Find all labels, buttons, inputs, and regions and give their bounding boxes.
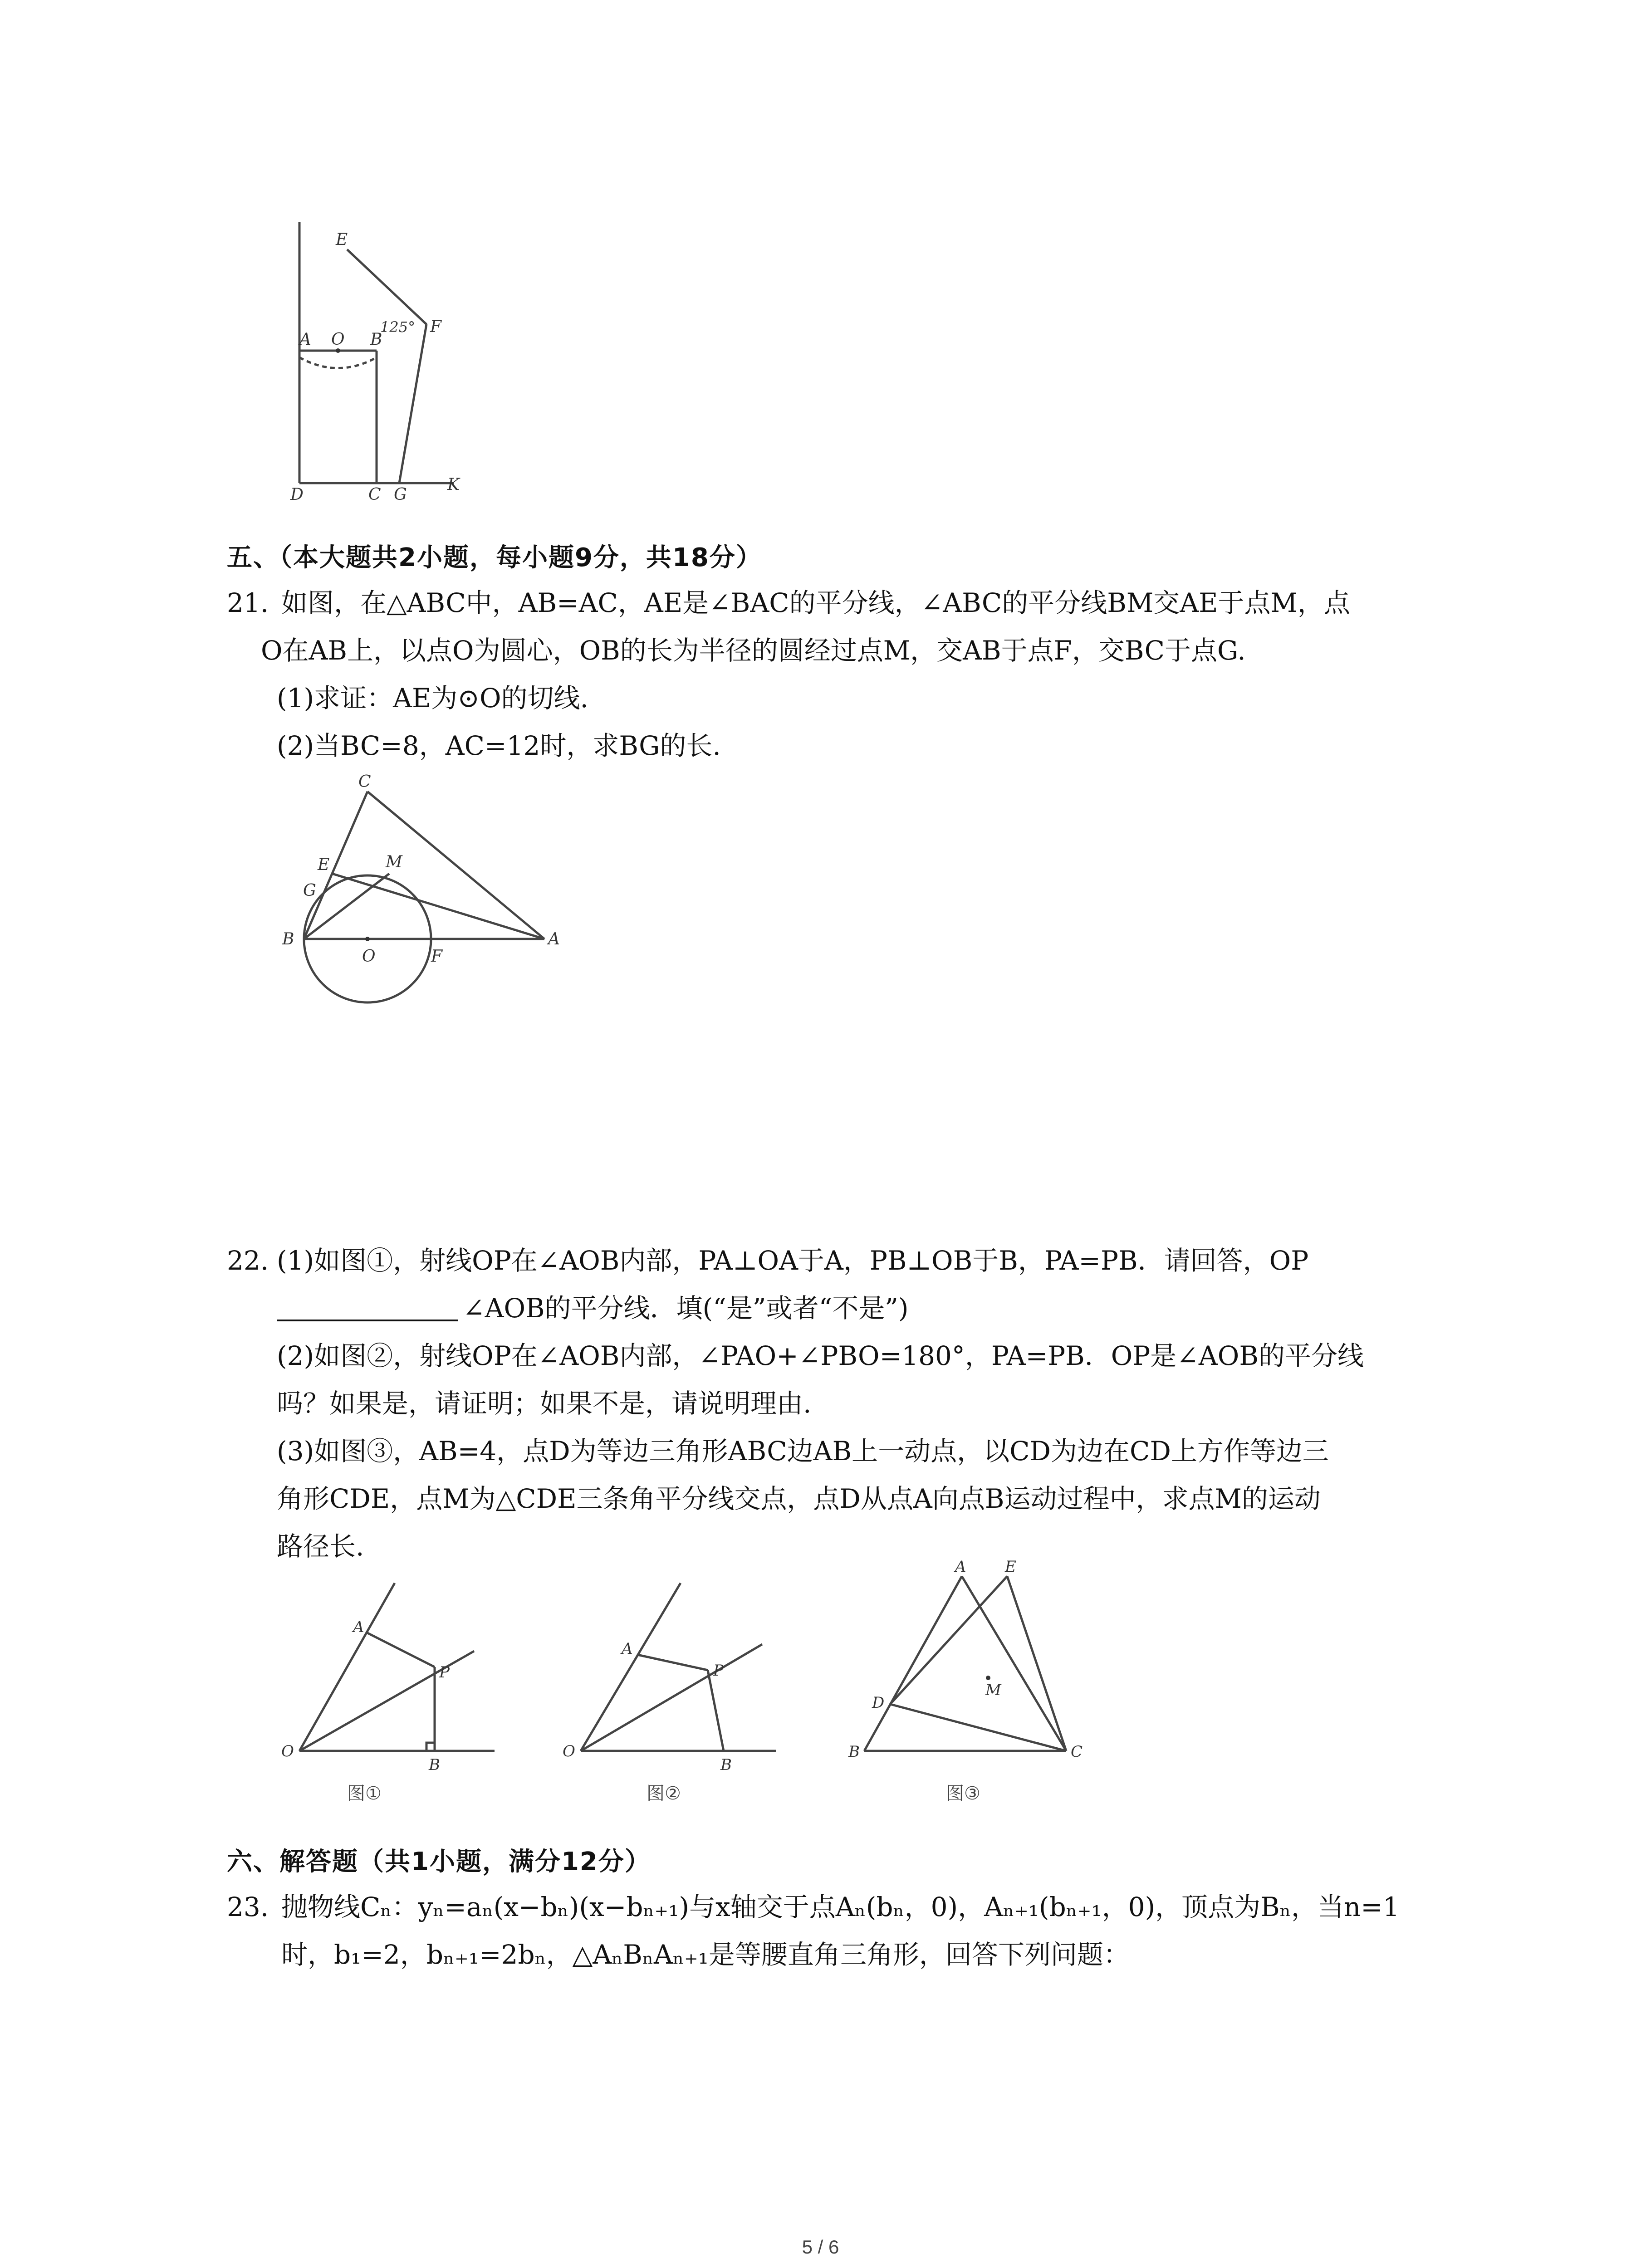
- q21-figure: [272, 767, 581, 1012]
- q22-line7: 路径长.: [277, 1531, 364, 1562]
- q22-line4: 吗？如果是，请证明；如果不是，请说明理由.: [277, 1388, 812, 1419]
- label-E: E: [336, 230, 348, 249]
- label-G: G: [394, 485, 407, 504]
- label-angle-125: 125°: [380, 318, 416, 336]
- q21-line1: 如图，在△ABC中，AB=AC，AE是∠BAC的平分线，∠ABC的平分线BM交AE于点M，点: [281, 587, 1350, 618]
- label-B: B: [370, 330, 382, 349]
- q23-number: 23.: [227, 1892, 269, 1922]
- q22-figure-3: [839, 1554, 1093, 1771]
- label-C: C: [368, 485, 381, 504]
- label-B: B: [720, 1756, 732, 1774]
- label-P: P: [713, 1662, 724, 1680]
- label-O: O: [281, 1742, 294, 1760]
- q22-figure-1-caption: 图①: [347, 1783, 382, 1804]
- q21-number: 21.: [227, 587, 269, 618]
- label-A: A: [299, 330, 311, 349]
- q21-line3: (1)求证：AE为⊙O的切线.: [277, 683, 588, 714]
- q22-line2: [277, 1293, 909, 1324]
- q22-number: 22.: [227, 1245, 269, 1276]
- q22-line3: (2)如图②，射线OP在∠AOB内部，∠PAO+∠PBO=180°，PA=PB．OP是∠AOB的平分线: [277, 1340, 1364, 1371]
- label-A: A: [548, 930, 560, 948]
- top-figure: [281, 213, 517, 503]
- label-A: A: [955, 1558, 966, 1576]
- label-D: D: [290, 485, 304, 504]
- q22-figure-2: [554, 1574, 789, 1774]
- label-O: O: [563, 1742, 575, 1760]
- q22-line5: (3)如图③，AB=4，点D为等边三角形ABC边AB上一动点，以CD为边在CD上方作等边三: [277, 1436, 1329, 1466]
- label-C: C: [358, 772, 371, 791]
- page-number: 5 / 6: [802, 2236, 839, 2258]
- label-E: E: [318, 855, 330, 874]
- label-G: G: [303, 881, 316, 900]
- label-B: B: [429, 1756, 440, 1774]
- label-O: O: [362, 947, 376, 966]
- label-O: O: [331, 330, 345, 349]
- q23-line2: 时，b₁=2，bₙ₊₁=2bₙ，△AₙBₙAₙ₊₁是等腰直角三角形，回答下列问题：: [281, 1939, 1130, 1970]
- label-D: D: [872, 1694, 885, 1712]
- q23-line1: 抛物线Cₙ：yₙ=aₙ(x−bₙ)(x−bₙ₊₁)与x轴交于点Aₙ(bₙ，0)，Aₙ₊₁(bₙ₊₁，0)，顶点为Bₙ，当n=1: [281, 1892, 1400, 1922]
- section6-heading: 六、解答题（共1小题，满分12分）: [227, 1847, 651, 1877]
- label-M: M: [386, 853, 402, 871]
- q22-figure-3-caption: 图③: [946, 1783, 980, 1804]
- label-F: F: [430, 318, 441, 336]
- label-M: M: [985, 1681, 1001, 1699]
- label-C: C: [1071, 1743, 1083, 1761]
- label-B: B: [282, 930, 294, 948]
- label-F: F: [431, 947, 442, 966]
- label-A: A: [353, 1618, 364, 1636]
- q22-figure-1: [272, 1574, 508, 1774]
- q22-line2-text: ∠AOB的平分线．填(“是”或者“不是”): [463, 1293, 909, 1324]
- q21-line2: O在AB上，以点O为圆心，OB的长为半径的圆经过点M，交AB于点F，交BC于点G.: [261, 635, 1246, 666]
- label-E: E: [1005, 1558, 1016, 1576]
- q22-figure-2-caption: 图②: [647, 1783, 681, 1804]
- label-B: B: [848, 1743, 860, 1761]
- label-K: K: [447, 475, 460, 494]
- q22-line1: (1)如图①，射线OP在∠AOB内部，PA⊥OA于A，PB⊥OB于B，PA=PB．请回答，OP: [277, 1245, 1309, 1276]
- label-P: P: [439, 1663, 450, 1681]
- q21-line4: (2)当BC=8，AC=12时，求BG的长.: [277, 730, 721, 761]
- answer-blank[interactable]: [277, 1296, 458, 1321]
- label-A: A: [622, 1640, 633, 1658]
- q22-line6: 角形CDE，点M为△CDE三条角平分线交点，点D从点A向点B运动过程中，求点M的运动: [277, 1483, 1321, 1514]
- section5-heading: 五、（本大题共2小题，每小题9分，共18分）: [227, 543, 762, 572]
